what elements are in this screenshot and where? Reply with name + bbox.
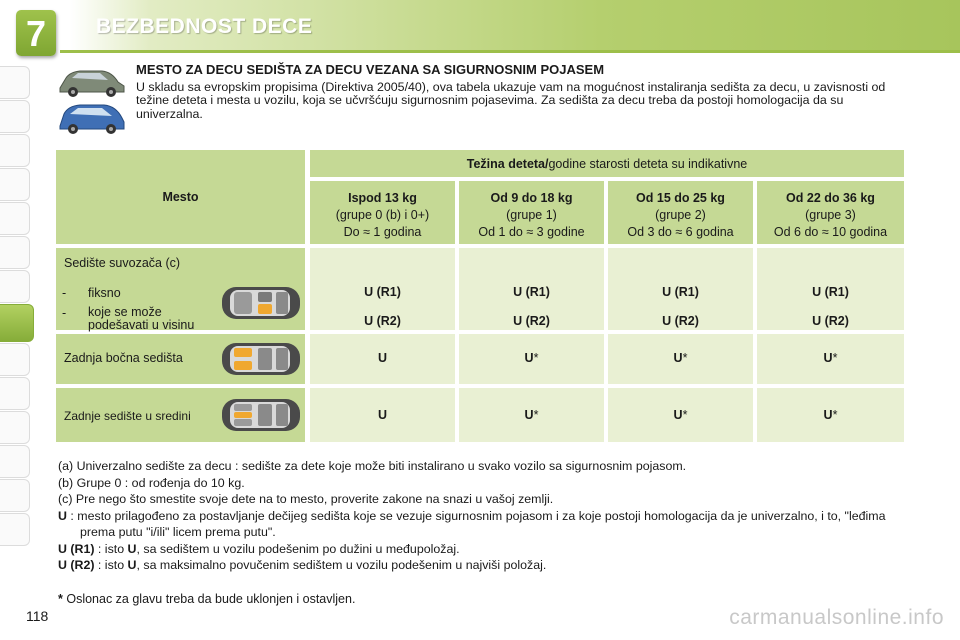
place-header-cell: [56, 150, 305, 244]
value-cell: [608, 334, 753, 384]
value-cell: [757, 248, 904, 330]
group-header: [459, 190, 604, 241]
value-universal: [459, 351, 604, 365]
value-fixed: U (R1): [812, 285, 849, 299]
note-r2: [58, 557, 908, 574]
footnote: [58, 592, 355, 606]
watermark: carmanualsonline.info: [729, 606, 944, 629]
note-r1: [58, 541, 908, 558]
group-header: [310, 190, 455, 241]
side-tab-7[interactable]: [0, 270, 30, 303]
rear-side-seats-icon: [220, 340, 302, 378]
value-star: *: [832, 408, 838, 422]
value-cell: [608, 248, 753, 330]
value-fixed: U (R1): [662, 285, 699, 299]
footnote-star: *: [58, 592, 63, 606]
group-age: Od 6 do ≈ 10 godina: [773, 225, 888, 239]
value-fixed: U (R1): [364, 285, 401, 299]
value-star: *: [533, 351, 539, 365]
option-fixed: fiksno: [88, 286, 121, 300]
side-tab-9[interactable]: [0, 343, 30, 376]
group-age: Do ≈ 1 godina: [343, 225, 422, 239]
group-header-cell: [310, 181, 455, 244]
side-tab-13[interactable]: [0, 479, 30, 512]
place-header: Mesto: [162, 190, 199, 204]
row-rear-side-label: Zadnja bočna sedišta: [64, 351, 183, 365]
value-text: U: [377, 351, 388, 365]
value-cell: [310, 248, 455, 330]
value-cell: [757, 334, 904, 384]
note-r2-def: , sa maksimalno povučenim sedištem u vozilu podešenim u najviši položaj.: [136, 558, 547, 572]
side-tab-1[interactable]: [0, 66, 30, 99]
value-cell: [459, 388, 604, 442]
bullet-dash: -: [62, 286, 67, 300]
group-header-cell: [459, 181, 604, 244]
notes: [58, 458, 908, 574]
side-tab-3[interactable]: [0, 134, 30, 167]
group-code: (grupe 1): [506, 208, 557, 222]
chapter-number: 7: [25, 13, 47, 54]
weight-header: [310, 157, 904, 171]
weight-header-bold: Težina deteta/: [466, 157, 549, 171]
value-star: *: [832, 351, 838, 365]
option-adjustable: [88, 306, 194, 332]
note-c: (c) Pre nego što smestite svoje dete na to mesto, proverite zakone na snazi u vašoj zemlji.: [58, 492, 554, 506]
value-star: *: [682, 408, 688, 422]
value-cell: [608, 388, 753, 442]
side-tab-2[interactable]: [0, 100, 30, 133]
value-cell: [310, 334, 455, 384]
header-underline: [60, 50, 960, 53]
weight-header-cell: [310, 150, 904, 177]
side-tab-5[interactable]: [0, 202, 30, 235]
side-tab-active[interactable]: [0, 304, 34, 342]
group-title: Od 22 do 36 kg: [786, 191, 875, 205]
value-universal: [757, 408, 904, 422]
note-a: (a) Univerzalno sedište za decu : sedište za dete koje može biti instalirano u svako vozilo sa sigurnosnim pojasom.: [58, 459, 687, 473]
group-code: (grupe 3): [805, 208, 856, 222]
value-adjustable: U (R2): [513, 314, 550, 328]
group-code: (grupe 2): [655, 208, 706, 222]
value-text: U: [823, 351, 833, 365]
note-u: [58, 508, 908, 541]
value-adjustable: U (R2): [662, 314, 699, 328]
value-text: U: [673, 351, 683, 365]
value-universal: [310, 408, 455, 422]
note-u-def: : mesto prilagođeno za postavljanje dečijeg sedišta koje se vezuje sigurnosnim pojasom i za koje postoji homologacija da je univerzalno, i to, "leđima prema putu "i/ili" licem prema putu".: [66, 508, 886, 539]
value-cell: [459, 334, 604, 384]
value-star: *: [533, 408, 539, 422]
group-title: Ispod 13 kg: [348, 191, 417, 205]
group-code: (grupe 0 (b) i 0+): [335, 208, 430, 222]
side-tab-6[interactable]: [0, 236, 30, 269]
value-cell: [757, 388, 904, 442]
chapter-badge: [16, 10, 56, 56]
value-universal: [608, 408, 753, 422]
side-tab-10[interactable]: [0, 377, 30, 410]
value-cell: [459, 248, 604, 330]
note-r2-pre: : isto: [94, 558, 128, 572]
page-number: 118: [26, 608, 49, 624]
row-front-passenger-label: Sedište suvozača (c): [64, 256, 181, 270]
child-seat-table: [56, 150, 904, 444]
group-title: Od 9 do 18 kg: [490, 191, 573, 205]
group-title: Od 15 do 25 kg: [636, 191, 725, 205]
option-adjustable-line1: koje se može: [88, 305, 162, 319]
note-r2-u: U: [127, 558, 137, 572]
group-header: [757, 190, 904, 241]
note-r1-term: U (R1): [58, 541, 95, 556]
value-adjustable: U (R2): [812, 314, 849, 328]
value-fixed: U (R1): [513, 285, 550, 299]
value-text: U: [823, 408, 833, 422]
intro-paragraph: U skladu sa evropskim propisima (Direktiva 2005/40), ova tabela ukazuje vam na mogućnost instaliranja sedišta za decu, u zavisnosti od težine deteta i mesta u vozilu, koja se učvršćuju sigurnosnim pojasevima. Za sedišta za decu treba da postoji homologacija da su univerzalna.: [136, 80, 886, 121]
side-tab-11[interactable]: [0, 411, 30, 444]
value-universal: [608, 351, 753, 365]
chapter-side-tabs: [0, 66, 44, 547]
note-u-term: U: [58, 508, 67, 523]
row-rear-center-label: Zadnje sedište u sredini: [64, 409, 191, 423]
value-cell: [310, 388, 455, 442]
value-text: U: [377, 408, 388, 422]
front-passenger-seat-icon: [220, 284, 302, 322]
side-tab-14[interactable]: [0, 513, 30, 546]
note-b: (b) Grupe 0 : od rođenja do 10 kg.: [58, 475, 245, 490]
value-text: U: [524, 351, 534, 365]
weight-header-rest: godine starosti deteta su indikativne: [548, 157, 748, 171]
note-r2-term: U (R2): [58, 558, 95, 572]
note-r1-def: , sa sedištem u vozilu podešenim po dužini u međupoložaj.: [136, 541, 460, 556]
group-header: [608, 190, 753, 241]
value-text: U: [673, 408, 683, 422]
value-universal: [459, 408, 604, 422]
note-r1-u: U: [127, 541, 137, 556]
group-header-cell: [757, 181, 904, 244]
value-star: *: [682, 351, 688, 365]
value-universal: [310, 351, 455, 365]
option-adjustable-line2: podešavati u visinu: [88, 318, 195, 332]
cars-icon: [56, 62, 128, 138]
group-age: Od 3 do ≈ 6 godina: [627, 225, 734, 239]
footnote-text: Oslonac za glavu treba da bude uklonjen i ostavljen.: [62, 592, 356, 606]
note-r1-pre: : isto: [94, 541, 128, 556]
side-tab-4[interactable]: [0, 168, 30, 201]
value-adjustable: U (R2): [364, 314, 401, 328]
section-title: MESTO ZA DECU SEDIŠTA ZA DECU VEZANA SA SIGURNOSNIM POJASEM: [136, 62, 605, 77]
chapter-title: BEZBEDNOST DECE: [96, 15, 313, 38]
side-tab-12[interactable]: [0, 445, 30, 478]
rear-center-seat-icon: [220, 396, 302, 434]
group-header-cell: [608, 181, 753, 244]
bullet-dash: -: [62, 306, 67, 320]
value-universal: [757, 351, 904, 365]
group-age: Od 1 do ≈ 3 godine: [478, 225, 585, 239]
value-text: U: [524, 408, 534, 422]
